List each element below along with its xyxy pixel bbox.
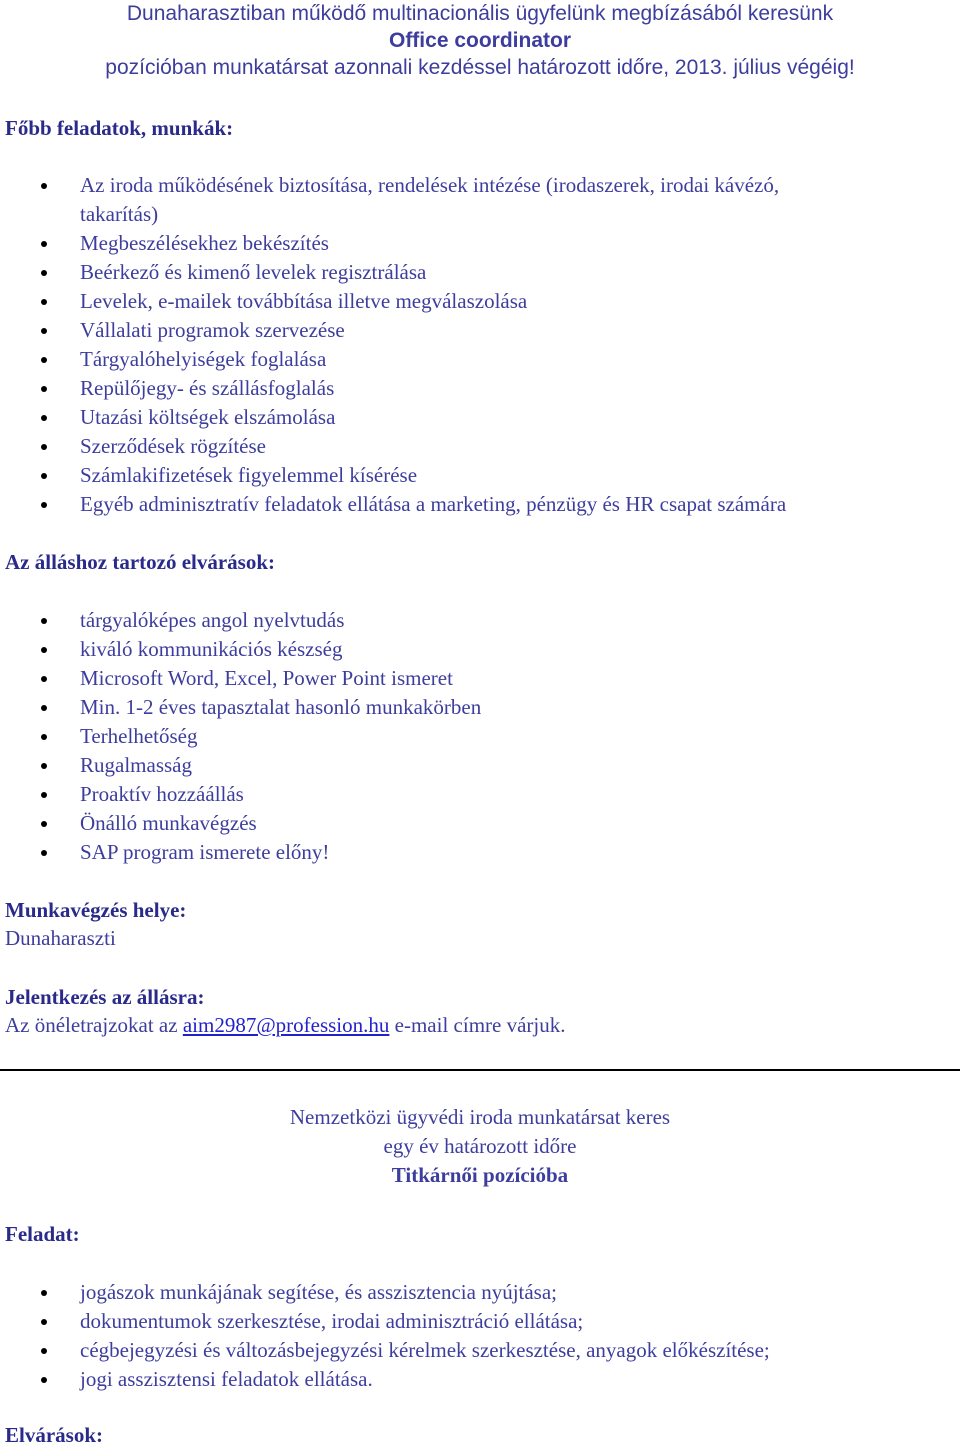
list-item: Megbeszélésekhez bekészítés — [0, 229, 786, 258]
bullet-icon — [41, 502, 47, 508]
list-item: dokumentumok szerkesztése, irodai adminisztráció ellátása; — [0, 1307, 770, 1336]
list-item: Tárgyalóhelyiségek foglalása — [0, 345, 786, 374]
list-item: jogi asszisztensi feladatok ellátása. — [0, 1365, 770, 1394]
bullet-icon — [41, 1290, 47, 1296]
email-link[interactable]: aim2987@profession.hu — [182, 1013, 390, 1037]
bullet-icon — [41, 734, 47, 740]
apply-text: Az önéletrajzokat az aim2987@profession.hu e-mail címre várjuk. — [5, 1013, 566, 1037]
list-item: Számlakifizetések figyelemmel kísérése — [0, 461, 786, 490]
list-item: Microsoft Word, Excel, Power Point ismeret — [0, 664, 481, 693]
list-item: Az iroda működésének biztosítása, rendelések intézése (irodaszerek, irodai kávézó, — [0, 171, 786, 200]
tasks-heading: Főbb feladatok, munkák: — [5, 116, 234, 140]
second-ad-expect-heading: Elvárások: — [5, 1423, 104, 1447]
bullet-icon — [41, 328, 47, 334]
divider — [0, 1069, 960, 1071]
list-item: Rugalmasság — [0, 751, 481, 780]
list-item: Proaktív hozzáállás — [0, 780, 481, 809]
list-item: Utazási költségek elszámolása — [0, 403, 786, 432]
list-item: Egyéb adminisztratív feladatok ellátása a marketing, pénzügy és HR csapat számára — [0, 490, 786, 519]
bullet-icon — [41, 183, 47, 189]
list-item: Önálló munkavégzés — [0, 809, 481, 838]
list-item: Min. 1-2 éves tapasztalat hasonló munkakörben — [0, 693, 481, 722]
list-item: jogászok munkájának segítése, és asszisztencia nyújtása; — [0, 1278, 770, 1307]
location-heading: Munkavégzés helye: — [5, 898, 187, 922]
bullet-icon — [41, 444, 47, 450]
bullet-icon — [41, 821, 47, 827]
bullet-icon — [41, 386, 47, 392]
list-item: Beérkező és kimenő levelek regisztrálása — [0, 258, 786, 287]
bullet-icon — [41, 676, 47, 682]
second-ad-intro: Nemzetközi ügyvédi iroda munkatársat keres — [289, 1105, 671, 1129]
list-item: Terhelhetőség — [0, 722, 481, 751]
location-value: Dunaharaszti — [5, 926, 116, 950]
bullet-icon — [41, 270, 47, 276]
bullet-icon — [41, 1348, 47, 1354]
bullet-icon — [41, 647, 47, 653]
list-item: kiváló kommunikációs készség — [0, 635, 481, 664]
bullet-icon — [41, 415, 47, 421]
job-title: Office coordinator — [388, 29, 572, 52]
list-item: Vállalati programok szervezése — [0, 316, 786, 345]
bullet-icon — [41, 241, 47, 247]
list-item: Levelek, e-mailek továbbítása illetve megválaszolása — [0, 287, 786, 316]
list-item-continuation: takarítás) — [80, 202, 159, 226]
list-item: Repülőjegy- és szállásfoglalás — [0, 374, 786, 403]
intro-line: Dunaharasztiban működő multinacionális ügyfelünk megbízásából keresünk — [126, 2, 834, 25]
bullet-icon — [41, 1377, 47, 1383]
list-item: cégbejegyzési és változásbejegyzési kérelmek szerkesztése, anyagok előkészítése; — [0, 1336, 770, 1365]
intro-subline: pozícióban munkatársat azonnali kezdéssel határozott időre, 2013. július végéig! — [105, 56, 855, 79]
requirements-list — [0, 606, 481, 867]
bullet-icon — [41, 299, 47, 305]
requirements-heading: Az álláshoz tartozó elvárások: — [5, 550, 276, 574]
list-item: SAP program ismerete előny! — [0, 838, 481, 867]
second-ad-title: Titkárnői pozícióba — [391, 1163, 569, 1187]
tasks-list — [0, 171, 786, 519]
bullet-icon — [41, 618, 47, 624]
bullet-icon — [41, 763, 47, 769]
bullet-icon — [41, 792, 47, 798]
bullet-icon — [41, 1319, 47, 1325]
list-item: tárgyalóképes angol nyelvtudás — [0, 606, 481, 635]
list-item: Szerződések rögzítése — [0, 432, 786, 461]
bullet-icon — [41, 705, 47, 711]
apply-heading: Jelentkezés az állásra: — [5, 985, 205, 1009]
second-ad-subline: egy év határozott időre — [383, 1134, 577, 1158]
second-ad-task-list — [0, 1278, 770, 1394]
bullet-icon — [41, 357, 47, 363]
second-ad-task-heading: Feladat: — [5, 1222, 80, 1246]
bullet-icon — [41, 473, 47, 479]
bullet-icon — [41, 850, 47, 856]
